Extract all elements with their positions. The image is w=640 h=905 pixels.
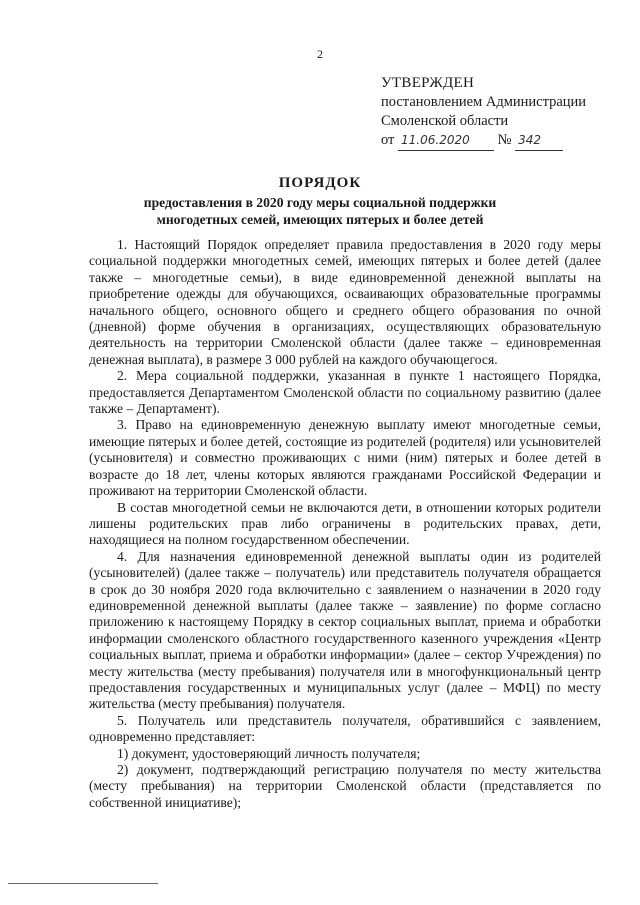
paragraph-4: 4. Для назначения единовременной денежной выплаты один из родителей (усыновителей) (далее также – получатель) или представитель получателя обращается в срок до 30 ноября 2020 года включительно с заявлением о назначении в 2020 году единовременной денежной выплаты (далее также – заявление) по форме согласно приложению к настоящему Порядку в сектор социальных выплат, приема и обработки информации смоленского областного государственного казенного учреждения «Центр социальных выплат, приема и обработки информации» (далее – сектор Учреждения) по месту жительства (месту пребывания) получателя или в многофункциональный центр предоставления государственных и муниципальных услуг (далее – МФЦ) по месту жительства (месту пребывания) получателя. [89,548,601,712]
approval-block [381,74,631,151]
page-number: 2 [317,47,323,61]
approval-line-1: постановлением Администрации [381,94,587,110]
document-body [89,237,601,811]
approval-date-line [381,131,631,151]
document-title: ПОРЯДОК [278,175,362,191]
number-prefix: № [497,132,512,148]
subtitle-line-1: предоставления в 2020 году меры социальной поддержки [143,195,497,210]
date-prefix: от [381,132,395,148]
list-item-1: 1) документ, удостоверяющий личность получателя; [117,745,421,761]
footnote-divider [8,883,158,884]
paragraph-5: 5. Получатель или представитель получателя, обратившийся с заявлением, одновременно представляет: [89,712,601,745]
paragraph-3-note: В состав многодетной семьи не включаются дети, в отношении которых родители лишены родительских прав либо ограничены в родительских правах, дети, находящиеся на полном государственном обеспечении. [89,499,601,548]
paragraph-1: 1. Настоящий Порядок определяет правила предоставления в 2020 году меры социальной поддержки многодетных семей, имеющих пятерых и более детей (далее также – многодетные семьи), в виде единовременной денежной выплаты на приобретение одежды для обучающихся, осваивающих образовательные программы начального общего, основного общего и среднего общего образования по очной (дневной) форме обучения в организациях, осуществляющих образовательную деятельность на территории Смоленской области (далее также – единовременная денежная выплата), в размере 3 000 рублей на каждого обучающегося. [89,237,601,367]
list-item-2: 2) документ, подтверждающий регистрацию получателя по месту жительства (месту пребывания) на территории Смоленской области (представляется по собственной инициативе); [89,762,601,810]
handwritten-number: 342 [515,131,563,151]
handwritten-date: 11.06.2020 [398,131,494,151]
approval-heading: УТВЕРЖДЕН [381,75,475,91]
paragraph-2: 2. Мера социальной поддержки, указанная в пункте 1 настоящего Порядка, предоставляется Департаментом Смоленской области по социальному развитию (далее также – Департамент). [89,368,601,417]
subtitle-line-2: многодетных семей, имеющих пятерых и более детей [156,212,484,227]
document-subtitle [118,194,522,228]
approval-line-2: Смоленской области [381,113,509,129]
paragraph-3: 3. Право на единовременную денежную выплату имеют многодетные семьи, имеющие пятерых и более детей, состоящие из родителей (родителя) или усыновителей (усыновителя) и совместно проживающих с ними (ним) пятерых и более детей в возрасте до 18 лет, члены которых являются гражданами Российской Федерации и проживают на территории Смоленской области. [89,417,601,499]
